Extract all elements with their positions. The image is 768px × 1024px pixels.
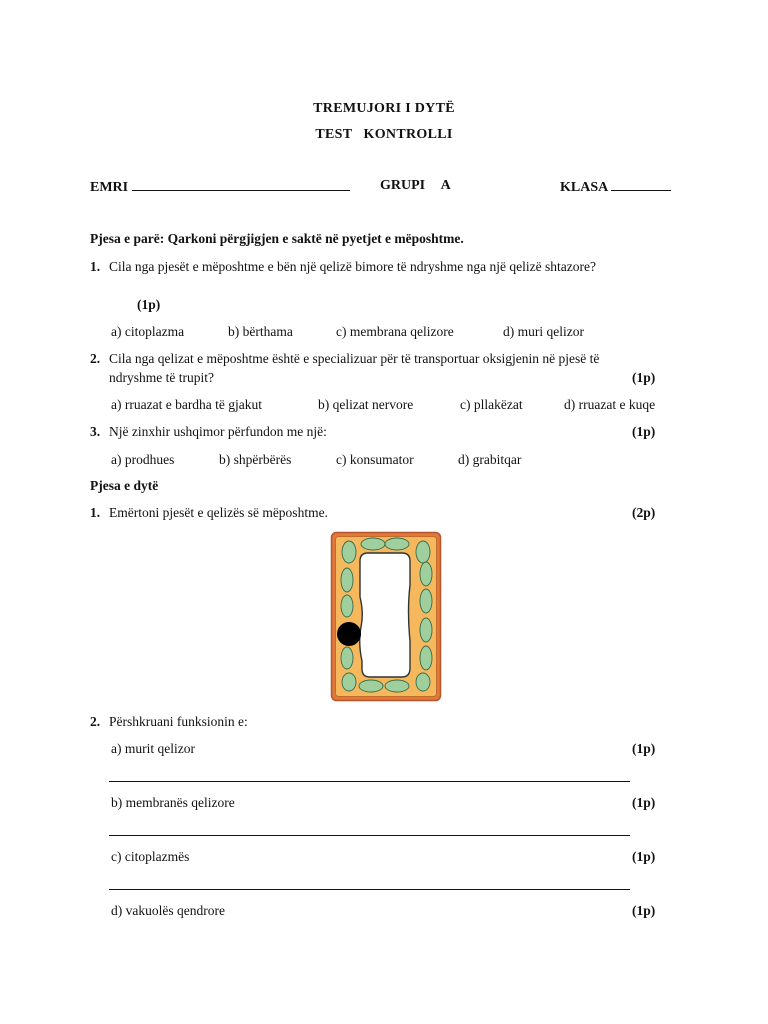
answer-line-b[interactable] (109, 835, 630, 836)
p2-q2-item-c: c) citoplazmës (111, 849, 190, 864)
plant-cell-diagram (330, 531, 442, 702)
q2-option-c[interactable]: c) pllakëzat (460, 397, 523, 412)
q2-text-line1: Cila nga qelizat e mëposhtme është e specializuar për të transportuar oksigjenin në pjesë të (109, 351, 600, 366)
chloroplast (385, 538, 409, 550)
q2-points: (1p) (632, 370, 656, 385)
chloroplast (420, 562, 432, 586)
test-title-kind: TEST KONTROLLI (315, 127, 453, 142)
q2-option-a[interactable]: a) rruazat e bardha të gjakut (111, 397, 263, 412)
name-blank[interactable] (132, 178, 350, 191)
q1-option-c[interactable]: c) membrana qelizore (336, 324, 454, 339)
q2-option-b[interactable]: b) qelizat nervore (318, 397, 414, 412)
chloroplast (341, 647, 353, 669)
test-title-term: TREMUJORI I DYTË (313, 101, 455, 116)
q1-number: 1. (90, 259, 101, 274)
q3-text: Një zinxhir ushqimor përfundon me një: (109, 424, 327, 439)
chloroplast (420, 618, 432, 642)
p2-q1-number: 1. (90, 505, 101, 520)
q3-option-d[interactable]: d) grabitqar (458, 452, 522, 467)
group-label: GRUPI (380, 178, 426, 193)
q2-number: 2. (90, 351, 101, 366)
q1-option-a[interactable]: a) citoplazma (111, 324, 185, 339)
chloroplast (416, 673, 430, 691)
chloroplast (342, 673, 356, 691)
p2-q2-text: Përshkruani funksionin e: (109, 714, 248, 729)
p2-q2-number: 2. (90, 714, 101, 729)
chloroplast (385, 680, 409, 692)
p2-q2-item-d: d) vakuolës qendrore (111, 903, 225, 918)
part2-heading: Pjesa e dytë (90, 478, 159, 493)
q2-option-d[interactable]: d) rruazat e kuqe (564, 397, 656, 412)
p2-q1-text: Emërtoni pjesët e qelizës së mëposhtme. (109, 505, 328, 520)
class-label: KLASA (560, 180, 608, 195)
name-label: EMRI (90, 180, 129, 195)
q3-option-a[interactable]: a) prodhues (111, 452, 175, 467)
q1-points: (1p) (137, 297, 161, 312)
name-field (90, 178, 350, 196)
class-blank[interactable] (611, 178, 671, 191)
answer-line-c[interactable] (109, 889, 630, 890)
q2-text-line2: ndryshme të trupit? (109, 370, 214, 385)
chloroplast (342, 541, 356, 563)
chloroplast (416, 541, 430, 563)
part1-heading: Pjesa e parë: Qarkoni përgjigjen e saktë në pyetjet e mëposhtme. (90, 231, 464, 246)
group-field (380, 178, 451, 194)
group-value: A (440, 178, 451, 193)
p2-q2-item-a-points: (1p) (632, 741, 656, 756)
chloroplast (420, 646, 432, 670)
answer-line-a[interactable] (109, 781, 630, 782)
q1-option-b[interactable]: b) bërthama (228, 324, 293, 339)
nucleus (337, 622, 361, 646)
q3-points: (1p) (632, 424, 656, 439)
p2-q2-item-d-points: (1p) (632, 903, 656, 918)
central-vacuole (360, 553, 410, 677)
q3-number: 3. (90, 424, 101, 439)
q1-option-d[interactable]: d) muri qelizor (503, 324, 584, 339)
chloroplast (420, 589, 432, 613)
chloroplast (341, 568, 353, 592)
p2-q2-item-c-points: (1p) (632, 849, 656, 864)
q3-option-b[interactable]: b) shpërbërës (219, 452, 292, 467)
chloroplast (341, 595, 353, 617)
p2-q1-points: (2p) (632, 505, 656, 520)
chloroplast (361, 538, 385, 550)
p2-q2-item-a: a) murit qelizor (111, 741, 195, 756)
q3-option-c[interactable]: c) konsumator (336, 452, 414, 467)
p2-q2-item-b-points: (1p) (632, 795, 656, 810)
q1-text: Cila nga pjesët e mëposhtme e bën një qelizë bimore të ndryshme nga një qelizë shtazore? (109, 259, 596, 274)
chloroplast (359, 680, 383, 692)
p2-q2-item-b: b) membranës qelizore (111, 795, 235, 810)
class-field (560, 178, 671, 196)
